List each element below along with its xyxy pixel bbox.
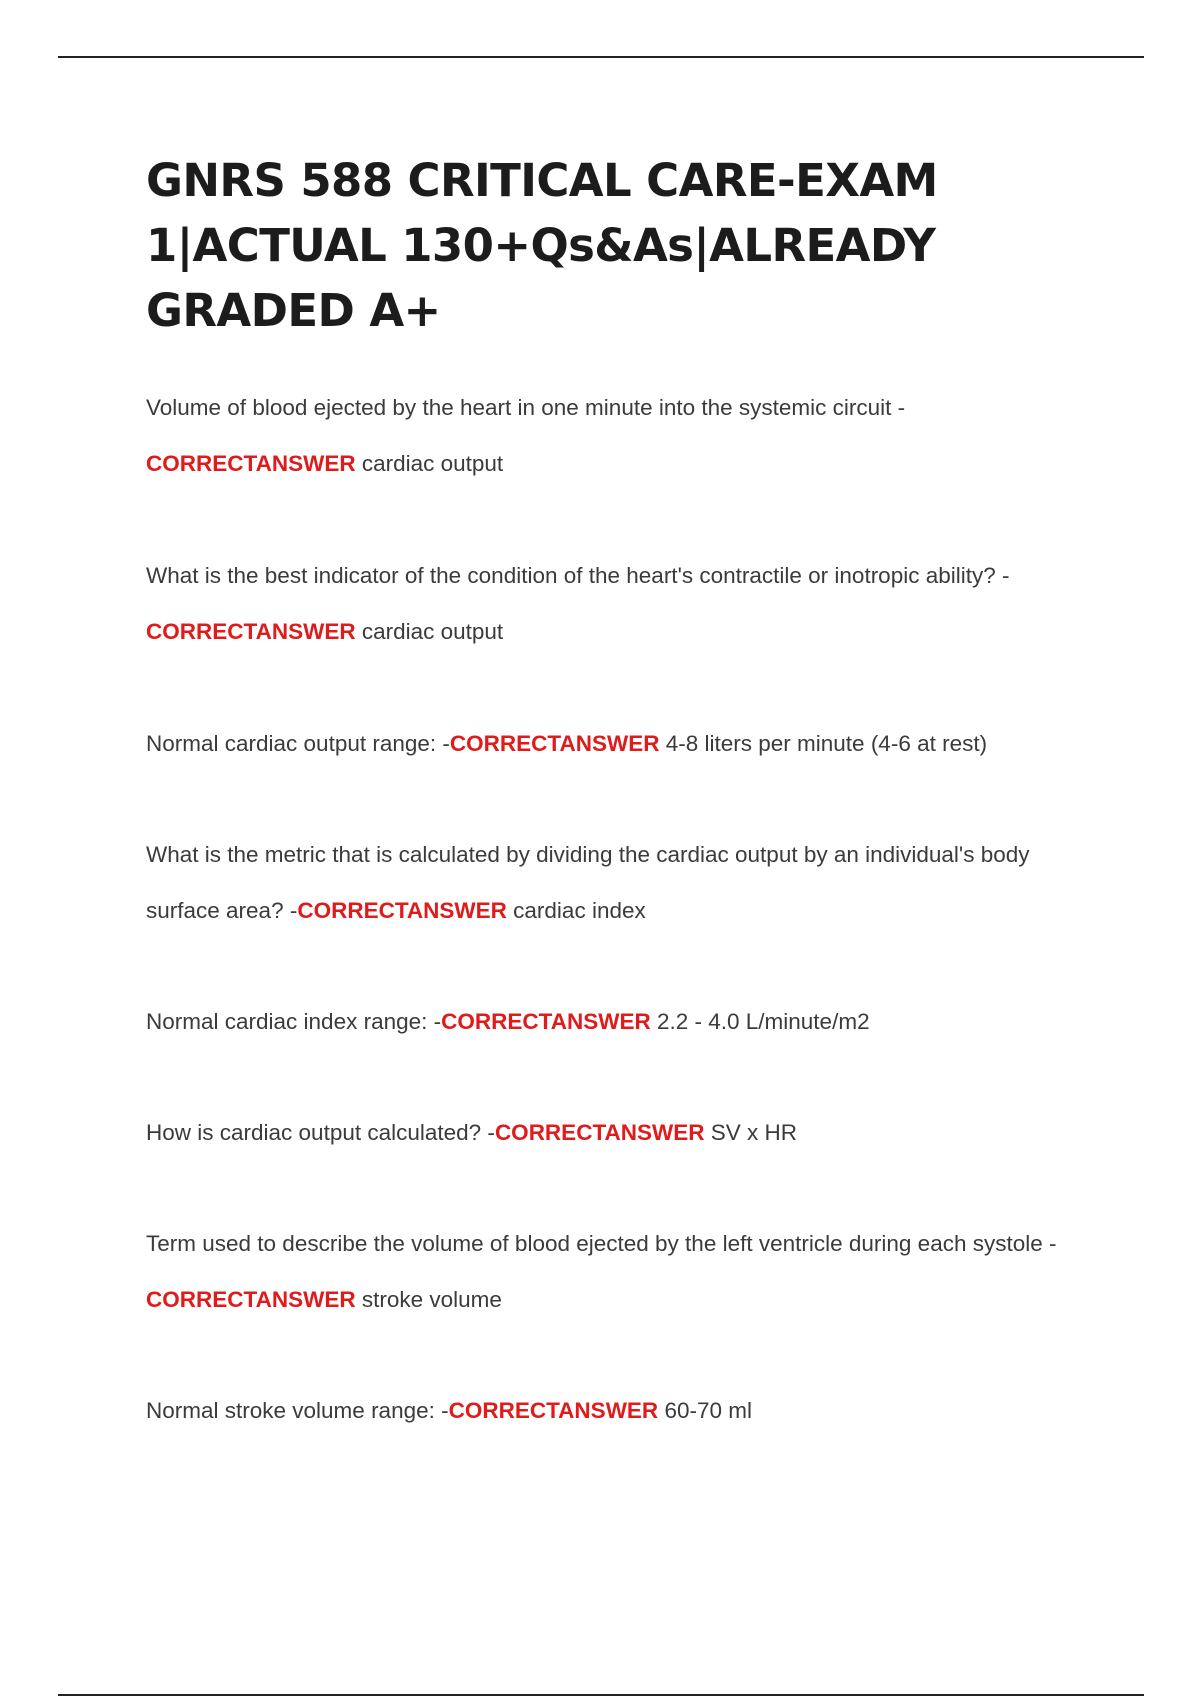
question-text: Normal cardiac output range: - — [146, 731, 450, 756]
question-text: Normal stroke volume range: - — [146, 1398, 449, 1423]
title-line-3: GRADED A+ — [146, 284, 441, 337]
answer-text: cardiac output — [355, 451, 504, 476]
qa-item-2 — [146, 548, 1106, 660]
correct-answer-marker: CORRECTANSWER — [146, 619, 356, 644]
question-text: Volume of blood ejected by the heart in one minute into the systemic circuit - — [146, 395, 906, 420]
answer-text: cardiac output — [355, 619, 504, 644]
correct-answer-marker: CORRECTANSWER — [146, 451, 356, 476]
answer-text: SV x HR — [704, 1120, 798, 1145]
qa-item-4 — [146, 827, 1106, 939]
title-line-2: 1|ACTUAL 130+Qs&As|ALREADY — [146, 219, 936, 272]
correct-answer-marker: CORRECTANSWER — [449, 731, 660, 756]
question-text: How is cardiac output calculated? - — [146, 1120, 495, 1145]
question-text: Normal cardiac index range: - — [146, 1009, 442, 1034]
title-line-1: GNRS 588 CRITICAL CARE-EXAM — [146, 154, 938, 207]
document-title — [146, 148, 1046, 343]
correct-answer-marker: CORRECTANSWER — [441, 1009, 651, 1034]
question-text: What is the best indicator of the condition of the heart's contractile or inotropic ability? - — [146, 563, 1010, 588]
correct-answer-marker: CORRECTANSWER — [297, 898, 507, 923]
qa-item-3 — [146, 716, 1106, 772]
correct-answer-marker: CORRECTANSWER — [146, 1287, 356, 1312]
question-text: Term used to describe the volume of blood ejected by the left ventricle during each systole - — [146, 1231, 1057, 1256]
answer-text: 2.2 - 4.0 L/minute/m2 — [650, 1009, 870, 1034]
correct-answer-marker: CORRECTANSWER — [448, 1398, 659, 1423]
bottom-rule — [58, 1694, 1144, 1696]
answer-text: 60-70 ml — [658, 1398, 752, 1423]
question-text: What is the metric that is calculated by dividing the cardiac output by an individual's body surface area? - — [146, 842, 1030, 923]
qa-item-1 — [146, 380, 1106, 492]
answer-text: stroke volume — [355, 1287, 502, 1312]
qa-item-8 — [146, 1383, 1106, 1439]
top-rule — [58, 56, 1144, 58]
qa-item-5 — [146, 994, 1106, 1050]
correct-answer-marker: CORRECTANSWER — [494, 1120, 705, 1145]
answer-text: cardiac index — [506, 898, 646, 923]
answer-text: 4-8 liters per minute (4-6 at rest) — [659, 731, 988, 756]
qa-item-6 — [146, 1105, 1106, 1161]
qa-item-7 — [146, 1216, 1106, 1328]
